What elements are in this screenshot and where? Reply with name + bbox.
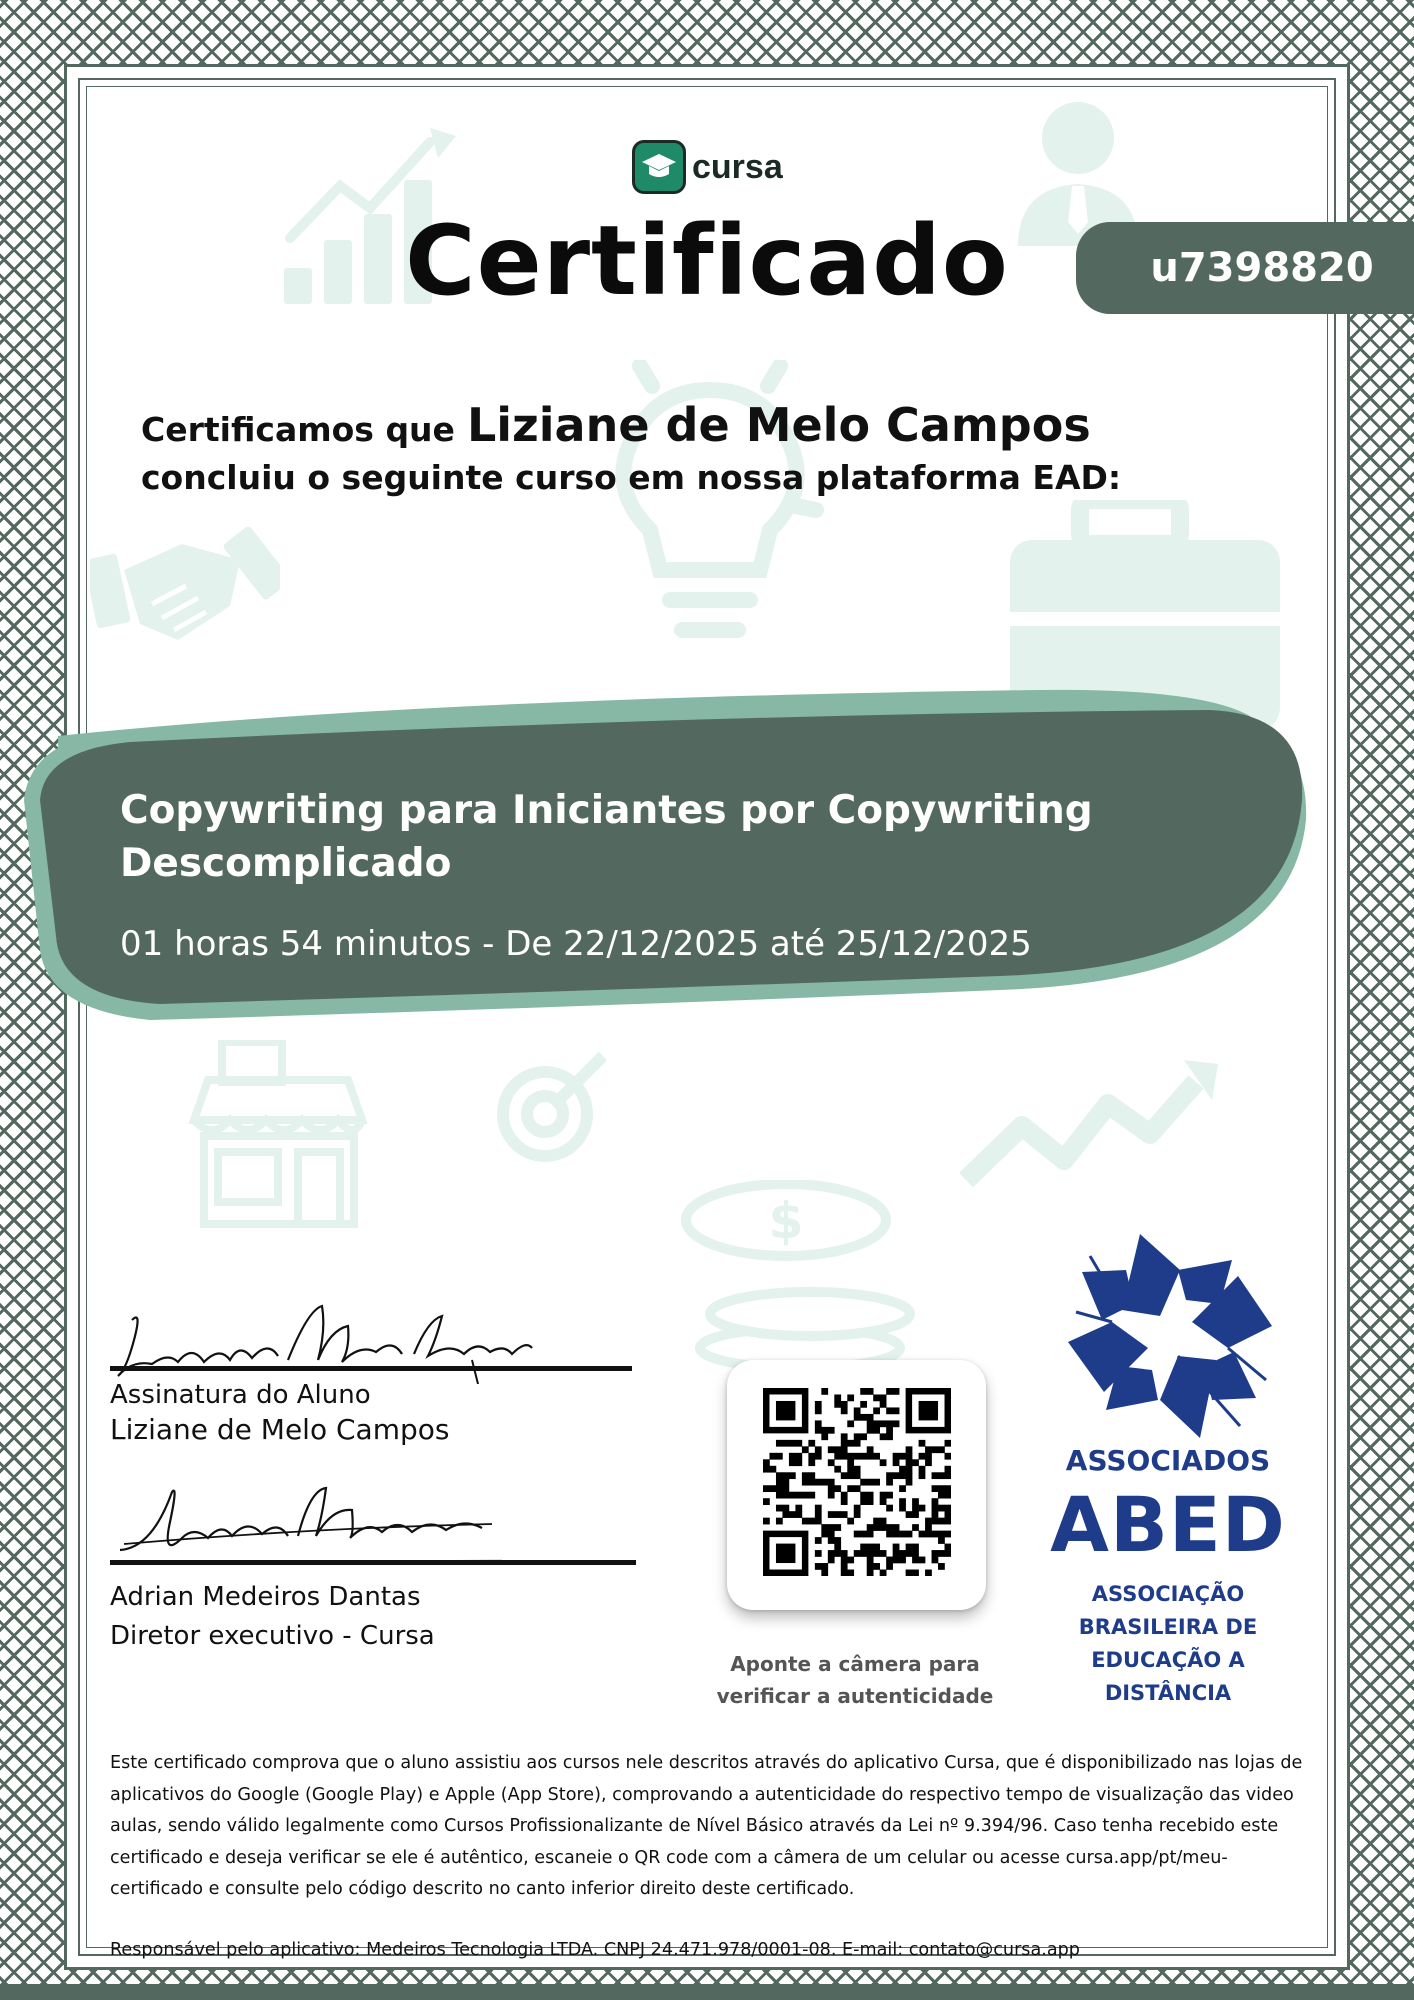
director-name: Adrian Medeiros Dantas — [110, 1582, 421, 1612]
student-name: Liziane de Melo Campos — [466, 398, 1091, 452]
qr-card — [727, 1360, 986, 1610]
abed-acronym: ABED — [1050, 1480, 1286, 1569]
course-details: 01 horas 54 minutos - De 22/12/2025 até 25/12/2025 — [120, 924, 1032, 964]
certify-prefix: Certificamos que — [141, 410, 455, 449]
director-role: Diretor executivo - Cursa — [110, 1621, 435, 1651]
qr-caption: Aponte a câmera para verificar a autenticidade — [716, 1652, 994, 1708]
bottom-strip — [0, 1984, 1414, 2000]
certify-suffix: concluiu o seguinte curso em nossa plataforma EAD: — [141, 458, 1122, 497]
abed-full-name: ASSOCIAÇÃO BRASILEIRA DE EDUCAÇÃO A DISTÂNCIA — [1078, 1582, 1258, 1705]
course-title: Copywriting para Iniciantes por Copywriting Descomplicado — [120, 788, 1093, 886]
abed-emblem-icon — [1060, 1230, 1280, 1440]
target-icon — [495, 1044, 615, 1164]
director-signature — [112, 1478, 512, 1568]
certificate-code-badge — [1076, 222, 1414, 314]
cursa-logo — [632, 140, 783, 194]
certificate-title: Certificado — [405, 205, 1009, 317]
coins-icon — [680, 1180, 920, 1370]
logo-text: cursa — [692, 147, 783, 186]
store-icon — [188, 1040, 368, 1230]
qr-code-icon — [763, 1388, 951, 1576]
graduation-cap-icon — [632, 140, 686, 194]
abed-associates: ASSOCIADOS — [1065, 1444, 1271, 1477]
trend-arrow-icon — [960, 1060, 1220, 1190]
certify-statement — [141, 398, 1121, 497]
legal-disclaimer: Este certificado comprova que o aluno assistiu aos cursos nele descritos através do aplicativo Cursa, que é disponibilizado nas lojas de aplicativos do Google (Google Play) e Apple (App Store), comprovando a autenticidade do respectivo tempo de visualização das video aulas, sendo válido legalmente como Cursos Profissionalizante de Nível Básico através da Lei nº 9.394/96. Caso tenha recebido este certificado e deseja verificar se ele é autêntico, escaneie o QR code com a câmera de um celular ou acesse cursa.app/pt/meu-certificado e consulte pelo código descrito no canto inferior direito deste certificado. — [110, 1753, 1303, 1899]
signature-line-student — [110, 1366, 632, 1371]
responsible-info: Responsável pelo aplicativo: Medeiros Tecnologia LTDA. CNPJ 24.471.978/0001-08. E-mail: contato@cursa.app — [110, 1940, 1080, 1960]
svg-text:$: $ — [768, 1192, 804, 1250]
certificate-code: u7398820 — [1150, 245, 1374, 291]
student-signature-label: Assinatura do Aluno — [110, 1380, 371, 1410]
student-signature — [112, 1300, 542, 1384]
signature-line-director — [110, 1560, 636, 1565]
student-signature-name: Liziane de Melo Campos — [110, 1413, 450, 1446]
handshake-icon — [90, 520, 280, 660]
